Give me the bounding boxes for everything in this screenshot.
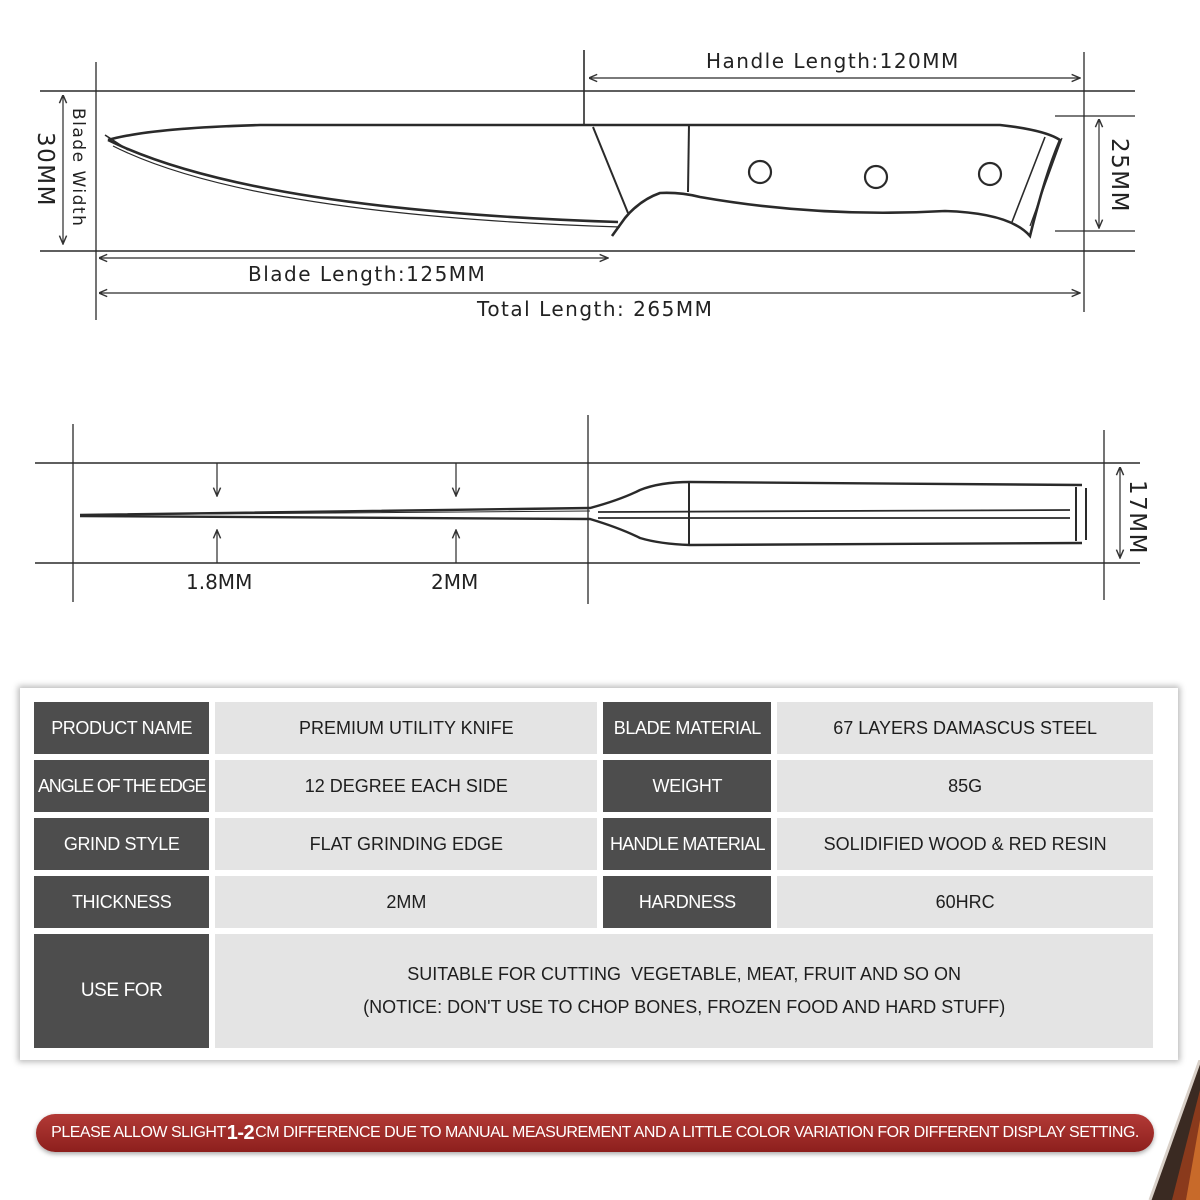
thickness-label-spine: 2MM (431, 570, 479, 594)
handle-height-label: 25MM (1106, 138, 1132, 213)
spec-value: 12 DEGREE EACH SIDE (215, 760, 597, 812)
table-row (34, 876, 1153, 928)
notice-text-start: PLEASE ALLOW SLIGHT (51, 1124, 226, 1141)
spec-key: PRODUCT NAME (34, 702, 209, 754)
spec-value: PREMIUM UTILITY KNIFE (215, 702, 597, 754)
table-row-use-for (34, 934, 1153, 1048)
spec-key: WEIGHT (603, 760, 771, 812)
use-for-key: USE FOR (34, 934, 209, 1048)
spec-value: 67 LAYERS DAMASCUS STEEL (777, 702, 1153, 754)
blade-length-label: Blade Length:125MM (248, 262, 487, 286)
blade-width-label: Blade Width (68, 108, 88, 228)
spec-value: 60HRC (777, 876, 1153, 928)
spec-key: BLADE MATERIAL (603, 702, 771, 754)
use-for-value (215, 934, 1153, 1048)
notice-text-emphasis: 1-2 (226, 1121, 255, 1144)
table-row (34, 702, 1153, 754)
spec-key: THICKNESS (34, 876, 209, 928)
spec-table-panel (20, 688, 1178, 1060)
handle-thickness-label: 17MM (1124, 480, 1150, 555)
total-length-label: Total Length: 265MM (477, 297, 714, 321)
spec-value: SOLIDIFIED WOOD & RED RESIN (777, 818, 1153, 870)
spec-key: HANDLE MATERIAL (603, 818, 771, 870)
spec-table (28, 696, 1159, 1054)
knife-corner-decoration (1120, 1060, 1200, 1200)
measurement-notice-banner (36, 1114, 1154, 1152)
table-row (34, 818, 1153, 870)
table-row (34, 760, 1153, 812)
spec-value: 85G (777, 760, 1153, 812)
use-for-line-2: (NOTICE: DON'T USE TO CHOP BONES, FROZEN FOOD AND HARD STUFF) (363, 997, 1006, 1017)
notice-text-end: CM DIFFERENCE DUE TO MANUAL MEASUREMENT AND A LITTLE COLOR VARIATION FOR DIFFERENT DISPLAY SETTING. (255, 1124, 1139, 1141)
handle-length-label: Handle Length:120MM (706, 49, 960, 73)
spec-value: FLAT GRINDING EDGE (215, 818, 597, 870)
spec-key: ANGLE OF THE EDGE (34, 760, 209, 812)
spec-key: GRIND STYLE (34, 818, 209, 870)
blade-width-value: 30MM (32, 132, 58, 207)
spec-value: 2MM (215, 876, 597, 928)
spec-key: HARDNESS (603, 876, 771, 928)
use-for-line-1: SUITABLE FOR CUTTING VEGETABLE, MEAT, FRUIT AND SO ON (407, 964, 962, 984)
thickness-label-tip: 1.8MM (186, 570, 253, 594)
